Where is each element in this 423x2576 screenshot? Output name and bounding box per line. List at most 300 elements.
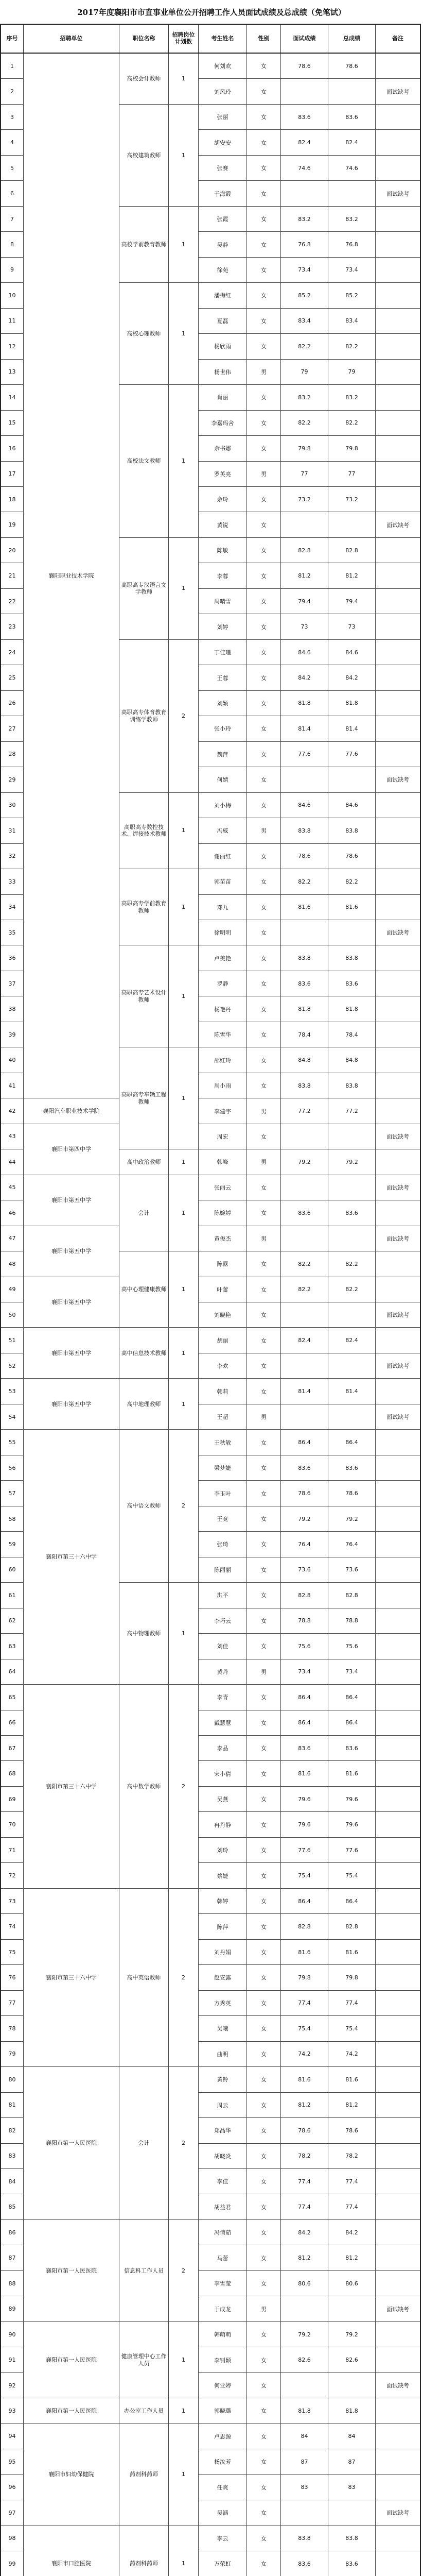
total-score: 74.6	[328, 156, 376, 180]
candidate-sex: 女	[247, 1914, 281, 1939]
interview-score: 81.6	[281, 1761, 328, 1786]
candidate-name: 吴曦	[199, 2016, 247, 2041]
interview-score: 83.2	[281, 385, 328, 410]
total-score: 78.6	[328, 1481, 376, 1505]
remark: 面试缺考	[386, 190, 409, 197]
candidate-sex: 女	[247, 2067, 281, 2092]
candidate-sex: 女	[247, 1991, 281, 2015]
total-score: 83.6	[328, 105, 376, 129]
total-score: 78.8	[328, 1608, 376, 1633]
candidate-name: 蔡婕	[199, 1863, 247, 1888]
candidate-name: 冯倩茹	[199, 2220, 247, 2245]
header-sex: 性别	[247, 25, 281, 53]
candidate-name: 李嘉玛舍	[199, 411, 247, 435]
interview-score: 83.6	[281, 1455, 328, 1480]
interview-score: 78.6	[281, 54, 328, 78]
total-score: 86.4	[328, 1889, 376, 1913]
candidate-name: 李雪莹	[199, 2271, 247, 2296]
row-number: 69	[1, 1787, 24, 1811]
candidate-sex: 女	[247, 2398, 281, 2423]
remark	[376, 1761, 420, 1786]
row-number: 96	[1, 2475, 24, 2500]
total-score: 80.6	[328, 2271, 376, 2296]
remark	[376, 2245, 420, 2270]
header-quota: 招聘岗位计划数	[169, 25, 199, 53]
interview-score: 83.8	[281, 2526, 328, 2551]
row-number: 95	[1, 2449, 24, 2474]
row-number: 48	[1, 1251, 24, 1276]
candidate-sex: 女	[247, 1710, 281, 1735]
remark	[376, 232, 420, 257]
remark	[376, 844, 420, 869]
position-name: 高中心理健康教师	[119, 1251, 169, 1328]
candidate-name: 胡丽	[199, 1328, 247, 1353]
position-quota: 1	[169, 54, 199, 105]
candidate-sex: 女	[247, 1277, 281, 1302]
candidate-name: 刘佳	[199, 1634, 247, 1658]
interview-score: 79.2	[281, 2322, 328, 2347]
total-score: 83.2	[328, 385, 376, 410]
candidate-sex: 女	[247, 1583, 281, 1607]
candidate-sex: 女	[247, 2271, 281, 2296]
remark: 面试缺考	[386, 1312, 409, 1319]
candidate-name: 李玉叶	[199, 1481, 247, 1505]
candidate-sex: 女	[247, 1430, 281, 1454]
candidate-sex: 女	[247, 1200, 281, 1225]
remark	[376, 538, 420, 563]
candidate-name: 肖丽	[199, 385, 247, 410]
total-score: 82.4	[328, 130, 376, 155]
remark	[376, 283, 420, 308]
candidate-name: 吴涵	[199, 2500, 247, 2525]
interview-score: 77.6	[281, 1838, 328, 1862]
remark	[376, 2169, 420, 2194]
remark	[376, 1098, 420, 1123]
total-score: 81.6	[328, 1940, 376, 1964]
position-name: 高校学前教育教师	[119, 207, 169, 283]
position-quota: 1	[169, 1175, 199, 1251]
position-name: 高校心理教师	[119, 283, 169, 385]
candidate-sex: 女	[247, 2424, 281, 2449]
recruiting-unit: 襄阳汽车职业技术学院	[24, 1098, 119, 1124]
candidate-sex: 女	[247, 1175, 281, 1200]
candidate-name: 卢思源	[199, 2424, 247, 2449]
remark	[376, 1889, 420, 1913]
header-position: 职位名称	[119, 25, 169, 53]
row-number: 14	[1, 385, 24, 410]
interview-score: 79.2	[281, 1149, 328, 1174]
interview-score: 78.6	[281, 1481, 328, 1505]
candidate-name: 戴慧慧	[199, 1710, 247, 1735]
remark	[376, 971, 420, 996]
remark	[376, 462, 420, 486]
candidate-sex: 女	[247, 512, 281, 537]
header-note: 备注	[392, 35, 403, 42]
interview-score: 78.4	[281, 1022, 328, 1047]
total-score: 83.8	[328, 945, 376, 970]
candidate-sex: 女	[247, 2220, 281, 2245]
position-name: 高中语文教师	[119, 1430, 169, 1583]
row-number: 11	[1, 309, 24, 333]
candidate-sex: 女	[247, 54, 281, 78]
row-number: 46	[1, 1200, 24, 1225]
interview-score: 82.4	[281, 1328, 328, 1353]
row-number: 45	[1, 1175, 24, 1200]
row-number: 25	[1, 665, 24, 690]
candidate-name: 吴燕	[199, 1787, 247, 1811]
position-name: 药剂科药师	[119, 2526, 169, 2576]
row-number: 23	[1, 614, 24, 639]
position-quota: 1	[169, 2526, 199, 2576]
candidate-name: 李蓉	[199, 563, 247, 588]
remark	[376, 589, 420, 614]
total-score: 82.8	[328, 1583, 376, 1607]
total-score: 75.6	[328, 1634, 376, 1658]
total-score: 79.6	[328, 1812, 376, 1837]
interview-score: 83.6	[281, 2551, 328, 2576]
row-number: 20	[1, 538, 24, 563]
row-number: 79	[1, 2042, 24, 2066]
interview-score: 86.4	[281, 1889, 328, 1913]
interview-score: 78.6	[281, 2118, 328, 2143]
row-number: 15	[1, 411, 24, 435]
row-number: 12	[1, 334, 24, 359]
total-score: 83.8	[328, 1073, 376, 1098]
candidate-sex: 男	[247, 1149, 281, 1174]
candidate-name: 郭晓璐	[199, 2398, 247, 2423]
interview-score: 73.4	[281, 1659, 328, 1684]
table-header	[1, 25, 420, 54]
interview-score: 83.8	[281, 818, 328, 843]
total-score	[328, 512, 376, 537]
remark	[376, 614, 420, 639]
remark: 面试缺考	[386, 929, 409, 937]
row-number: 58	[1, 1506, 24, 1531]
candidate-name: 刘婷	[199, 614, 247, 639]
remark	[376, 54, 420, 78]
candidate-sex: 女	[247, 2322, 281, 2347]
interview-score: 86.4	[281, 1710, 328, 1735]
total-score: 83.2	[328, 207, 376, 231]
candidate-name: 李品	[199, 1736, 247, 1760]
row-number: 87	[1, 2245, 24, 2270]
interview-score	[281, 79, 328, 104]
recruiting-unit: 襄阳市第三十六中学	[24, 1685, 119, 1889]
row-number: 30	[1, 793, 24, 818]
position-name: 信息科工作人员	[119, 2220, 169, 2322]
total-score: 77.2	[328, 1098, 376, 1123]
candidate-sex: 女	[247, 1838, 281, 1862]
row-number: 31	[1, 818, 24, 843]
interview-score: 74.2	[281, 2042, 328, 2066]
row-number: 60	[1, 1557, 24, 1582]
candidate-sex: 女	[247, 563, 281, 588]
candidate-sex: 女	[247, 1328, 281, 1353]
candidate-name: 王秋敏	[199, 1430, 247, 1454]
total-score: 79.8	[328, 436, 376, 461]
position-quota: 1	[169, 283, 199, 385]
remark	[376, 665, 420, 690]
candidate-name: 郭苗苗	[199, 869, 247, 894]
remark	[376, 1965, 420, 1990]
total-score: 77.4	[328, 1991, 376, 2015]
total-score: 85.2	[328, 283, 376, 308]
candidate-sex: 女	[247, 614, 281, 639]
candidate-name: 宋小倩	[199, 1761, 247, 1786]
candidate-sex: 女	[247, 487, 281, 512]
candidate-name: 胡安安	[199, 130, 247, 155]
row-number: 54	[1, 1404, 24, 1429]
row-number: 92	[1, 2373, 24, 2398]
interview-score: 75.6	[281, 1634, 328, 1658]
position-name: 高校会计教师	[119, 54, 169, 105]
interview-score: 84.6	[281, 793, 328, 818]
row-number: 9	[1, 258, 24, 282]
candidate-name: 于海霞	[199, 181, 247, 206]
total-score: 81.8	[328, 996, 376, 1021]
interview-score	[281, 1353, 328, 1378]
candidate-sex: 女	[247, 2194, 281, 2219]
position-name: 高职高专学前教育教师	[119, 869, 169, 945]
total-score: 78.2	[328, 2144, 376, 2168]
candidate-name: 刘玲	[199, 1838, 247, 1862]
total-score	[328, 920, 376, 945]
remark: 面试缺考	[386, 88, 409, 95]
interview-score: 82.2	[281, 334, 328, 359]
candidate-sex: 女	[247, 996, 281, 1021]
remark	[376, 1022, 420, 1047]
total-score: 77.4	[328, 2194, 376, 2219]
row-number: 82	[1, 2118, 24, 2143]
candidate-sex: 女	[247, 2245, 281, 2270]
interview-score	[281, 1226, 328, 1251]
remark	[376, 895, 420, 920]
total-score: 79.6	[328, 1787, 376, 1811]
candidate-sex: 女	[247, 258, 281, 282]
interview-score: 81.2	[281, 2245, 328, 2270]
total-score: 82.8	[328, 538, 376, 563]
candidate-sex: 女	[247, 156, 281, 180]
row-number: 63	[1, 1634, 24, 1658]
row-number: 94	[1, 2424, 24, 2449]
row-number: 33	[1, 869, 24, 894]
candidate-name: 万荣虹	[199, 2551, 247, 2576]
interview-score: 87	[281, 2449, 328, 2474]
total-score	[328, 1226, 376, 1251]
candidate-sex: 女	[247, 1889, 281, 1913]
candidate-name: 余书娜	[199, 436, 247, 461]
candidate-sex: 女	[247, 2144, 281, 2168]
total-score: 84.8	[328, 1047, 376, 1072]
candidate-name: 王超	[199, 1404, 247, 1429]
interview-score: 81.4	[281, 1379, 328, 1403]
row-number: 39	[1, 1022, 24, 1047]
interview-score: 78.6	[281, 844, 328, 869]
candidate-sex: 女	[247, 1353, 281, 1378]
row-number: 98	[1, 2526, 24, 2551]
row-number: 37	[1, 971, 24, 996]
recruiting-unit: 襄阳市第五中学	[24, 1277, 119, 1328]
remark	[376, 1506, 420, 1531]
total-score	[328, 1124, 376, 1149]
remark	[376, 1200, 420, 1225]
remark	[376, 2449, 420, 2474]
candidate-sex: 女	[247, 232, 281, 257]
row-number: 18	[1, 487, 24, 512]
position-name: 健康管理中心工作人员	[119, 2322, 169, 2398]
total-score: 78.4	[328, 1022, 376, 1047]
row-number: 50	[1, 1302, 24, 1327]
candidate-sex: 女	[247, 2042, 281, 2066]
candidate-sex: 女	[247, 945, 281, 970]
remark	[376, 309, 420, 333]
total-score: 79.2	[328, 2322, 376, 2347]
candidate-name: 魏萍	[199, 742, 247, 767]
position-quota: 1	[169, 105, 199, 207]
candidate-sex: 女	[247, 2500, 281, 2525]
interview-score: 82.2	[281, 869, 328, 894]
row-number: 28	[1, 742, 24, 767]
candidate-name: 邓九	[199, 895, 247, 920]
remark: 面试缺考	[386, 1363, 409, 1370]
interview-score: 85.2	[281, 283, 328, 308]
candidate-sex: 女	[247, 1736, 281, 1760]
candidate-name: 刘晓艳	[199, 1302, 247, 1327]
remark	[376, 2424, 420, 2449]
row-number: 8	[1, 232, 24, 257]
interview-score: 78.2	[281, 2144, 328, 2168]
row-number: 89	[1, 2296, 24, 2321]
total-score: 83.8	[328, 818, 376, 843]
candidate-name: 黄铃	[199, 2067, 247, 2092]
row-number: 65	[1, 1685, 24, 1709]
interview-score: 81.2	[281, 2093, 328, 2117]
position-quota: 2	[169, 1685, 199, 1889]
candidate-name: 王竞	[199, 1506, 247, 1531]
interview-score: 81.6	[281, 895, 328, 920]
header-total: 总成绩	[328, 25, 376, 53]
candidate-sex: 女	[247, 334, 281, 359]
remark: 面试缺考	[386, 2306, 409, 2313]
total-score	[328, 1302, 376, 1327]
candidate-name: 李佳	[199, 2169, 247, 2194]
candidate-sex: 女	[247, 895, 281, 920]
interview-score	[281, 1124, 328, 1149]
candidate-name: 黄俊杰	[199, 1226, 247, 1251]
row-number: 5	[1, 156, 24, 180]
recruiting-unit: 襄阳市第一人民医院	[24, 2067, 119, 2220]
interview-score	[281, 2373, 328, 2398]
candidate-name: 杨汝芳	[199, 2449, 247, 2474]
position-quota: 2	[169, 640, 199, 793]
candidate-sex: 女	[247, 1532, 281, 1556]
total-score: 82.6	[328, 2347, 376, 2372]
total-score: 81.2	[328, 2093, 376, 2117]
remark	[376, 385, 420, 410]
total-score: 84.6	[328, 793, 376, 818]
candidate-name: 刘小梅	[199, 793, 247, 818]
total-score: 83.6	[328, 1455, 376, 1480]
row-number: 6	[1, 181, 24, 206]
row-number: 44	[1, 1149, 24, 1174]
interview-score	[281, 181, 328, 206]
candidate-name: 张小玲	[199, 716, 247, 741]
candidate-sex: 女	[247, 640, 281, 665]
candidate-sex: 女	[247, 2016, 281, 2041]
remark: 面试缺考	[386, 1235, 409, 1242]
row-number: 10	[1, 283, 24, 308]
interview-score: 84.2	[281, 665, 328, 690]
candidate-sex: 女	[247, 1965, 281, 1990]
candidate-name: 刘丹娟	[199, 1940, 247, 1964]
total-score: 77.4	[328, 2169, 376, 2194]
row-number: 66	[1, 1710, 24, 1735]
interview-score: 83.6	[281, 1200, 328, 1225]
candidate-sex: 女	[247, 283, 281, 308]
candidate-name: 罗英亮	[199, 462, 247, 486]
interview-score	[281, 1302, 328, 1327]
remark	[376, 1557, 420, 1582]
interview-score: 77.2	[281, 1098, 328, 1123]
row-number: 61	[1, 1583, 24, 1607]
candidate-name: 张丽	[199, 105, 247, 129]
remark	[376, 1047, 420, 1072]
total-score: 83.6	[328, 971, 376, 996]
row-number: 21	[1, 563, 24, 588]
candidate-sex: 女	[247, 1455, 281, 1480]
remark	[376, 818, 420, 843]
candidate-sex: 女	[247, 1047, 281, 1072]
remark	[376, 2526, 420, 2551]
position-name: 高中地理教师	[119, 1379, 169, 1430]
position-name: 高职高专车辆工程教师	[119, 1047, 169, 1149]
interview-score: 82.4	[281, 130, 328, 155]
remark	[376, 1914, 420, 1939]
candidate-name: 杨欣雨	[199, 334, 247, 359]
remark	[376, 411, 420, 435]
candidate-sex: 女	[247, 1634, 281, 1658]
recruiting-unit: 襄阳市第一人民医院	[24, 2220, 119, 2322]
row-number: 62	[1, 1608, 24, 1633]
interview-score: 77.4	[281, 1991, 328, 2015]
interview-score: 82.2	[281, 1251, 328, 1276]
candidate-sex: 女	[247, 920, 281, 945]
remark	[376, 156, 420, 180]
position-quota: 1	[169, 1251, 199, 1328]
row-number: 42	[1, 1098, 24, 1123]
position-name: 药剂科药师	[119, 2424, 169, 2526]
row-number: 73	[1, 1889, 24, 1913]
interview-score: 84.8	[281, 1047, 328, 1072]
remark	[376, 2322, 420, 2347]
remark	[376, 996, 420, 1021]
row-number: 41	[1, 1073, 24, 1098]
row-number: 99	[1, 2551, 24, 2576]
candidate-name: 何婧	[199, 767, 247, 792]
position-name: 高中信息技术教师	[119, 1328, 169, 1379]
position-quota: 1	[169, 1328, 199, 1379]
interview-score: 73.2	[281, 487, 328, 512]
remark: 面试缺考	[386, 1414, 409, 1421]
remark	[376, 2042, 420, 2066]
position-name: 高职高专数控技术、焊接技术教师	[119, 793, 169, 869]
interview-score: 76.8	[281, 232, 328, 257]
row-number: 52	[1, 1353, 24, 1378]
remark	[376, 2067, 420, 2092]
recruiting-unit: 襄阳职业技术学院	[24, 54, 119, 1098]
remark	[376, 105, 420, 129]
candidate-name: 周云	[199, 2093, 247, 2117]
